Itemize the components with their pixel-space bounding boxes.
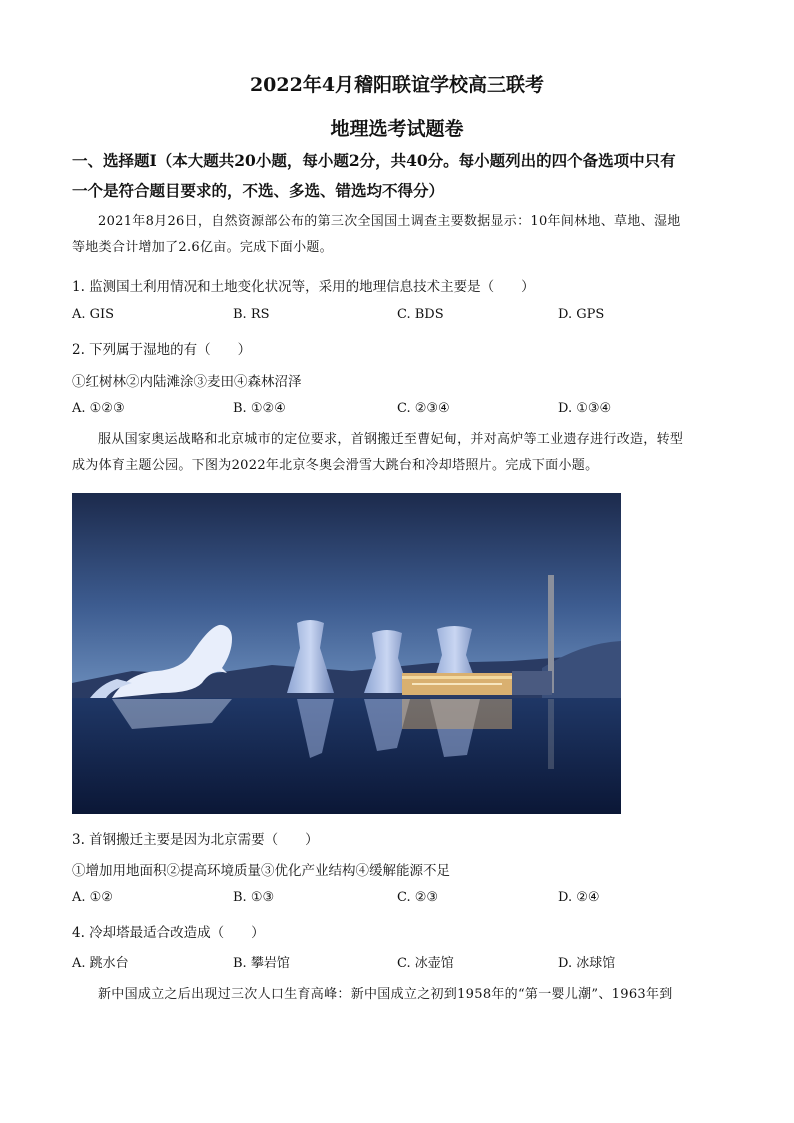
question-2-items: ①红树林②内陆滩涂③麦田④森林沼泽 xyxy=(72,374,302,390)
q3-option-d[interactable]: D. ②④ xyxy=(558,890,600,905)
passage-2-line2: 成为体育主题公园。下图为2022年北京冬奥会滑雪大跳台和冷却塔照片。完成下面小题。 xyxy=(72,458,599,473)
q4-option-b[interactable]: B. 攀岩馆 xyxy=(233,956,290,971)
section-heading xyxy=(72,146,732,206)
question-4-stem: 4. 冷却塔最适合改造成（ ） xyxy=(72,925,265,941)
q3-option-a[interactable]: A. ①② xyxy=(72,890,113,905)
q4-option-a[interactable]: A. 跳水台 xyxy=(72,956,129,971)
question-1-stem: 1. 监测国土利用情况和土地变化状况等，采用的地理信息技术主要是（ ） xyxy=(72,279,535,295)
q2-option-d[interactable]: D. ①③④ xyxy=(558,401,612,416)
passage-1 xyxy=(72,209,724,261)
exam-subtitle: 地理选考试题卷 xyxy=(330,118,464,140)
passage-1-line2: 等地类合计增加了2.6亿亩。完成下面小题。 xyxy=(72,240,333,255)
q2-option-c[interactable]: C. ②③④ xyxy=(397,401,450,416)
q4-option-c[interactable]: C. 冰壶馆 xyxy=(397,956,454,971)
section-heading-line2: 一个是符合题目要求的，不选、多选、错选均不得分） xyxy=(72,181,445,200)
exam-title: 2022年4月稽阳联谊学校高三联考 xyxy=(249,74,545,96)
q1-option-b[interactable]: B. RS xyxy=(233,307,270,322)
q1-option-c[interactable]: C. BDS xyxy=(397,307,444,322)
passage-3-line1: 新中国成立之后出现过三次人口生育高峰：新中国成立之初到1958年的“第一婴儿潮”、1963年到 xyxy=(98,987,673,1002)
passage-3 xyxy=(72,982,724,1008)
passage-2 xyxy=(72,427,724,479)
q2-option-b[interactable]: B. ①②④ xyxy=(233,401,286,416)
q3-option-b[interactable]: B. ①③ xyxy=(233,890,275,905)
passage-2-line1: 服从国家奥运战略和北京城市的定位要求，首钢搬迁至曹妃甸，并对高炉等工业遗存进行改造，转型 xyxy=(98,432,684,447)
section-heading-line1: 一、选择题Ⅰ（本大题共20小题，每小题2分，共40分。每小题列出的四个备选项中只有 xyxy=(72,151,676,170)
q4-option-d[interactable]: D. 冰球馆 xyxy=(558,956,616,971)
question-3-items: ①增加用地面积②提高环境质量③优化产业结构④缓解能源不足 xyxy=(72,863,450,879)
question-2-stem: 2. 下列属于湿地的有（ ） xyxy=(72,342,252,358)
q3-option-c[interactable]: C. ②③ xyxy=(397,890,439,905)
passage-1-line1: 2021年8月26日，自然资源部公布的第三次全国国土调查主要数据显示：10年间林地、草地、湿地 xyxy=(98,214,681,229)
question-3-stem: 3. 首钢搬迁主要是因为北京需要（ ） xyxy=(72,832,319,848)
q1-option-a[interactable]: A. GIS xyxy=(72,307,115,322)
big-air-cooling-tower-photo xyxy=(72,493,621,814)
q2-option-a[interactable]: A. ①②③ xyxy=(72,401,125,416)
q1-option-d[interactable]: D. GPS xyxy=(558,307,605,322)
